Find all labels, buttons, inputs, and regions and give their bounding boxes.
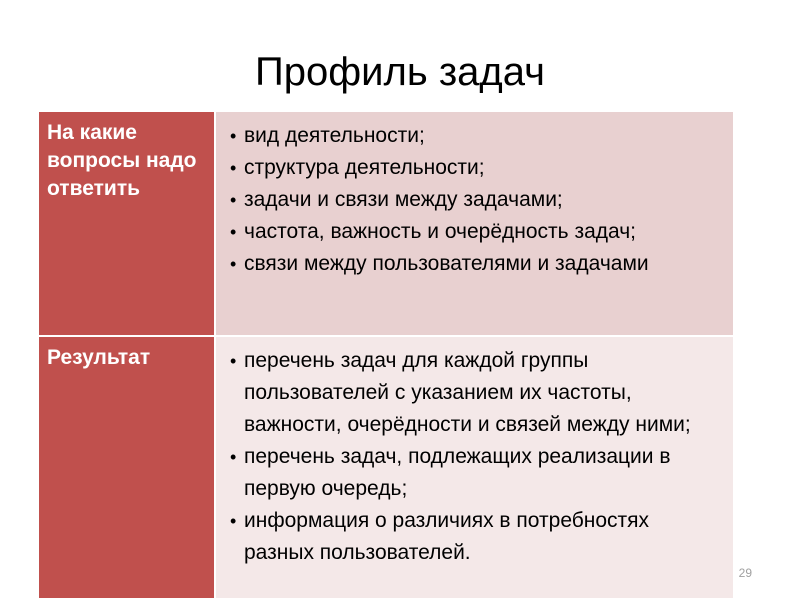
page-number: 29 bbox=[738, 566, 752, 580]
task-profile-table bbox=[39, 112, 733, 598]
bullet-list bbox=[230, 120, 723, 280]
table-row bbox=[39, 336, 733, 598]
bullet-icon: • bbox=[230, 158, 237, 178]
table-row bbox=[39, 112, 733, 336]
slide-title: Профиль задач bbox=[255, 50, 545, 94]
list-item: • задачи и связи между задачами; bbox=[230, 184, 723, 216]
bullet-icon: • bbox=[230, 447, 237, 467]
bullet-icon: • bbox=[230, 190, 237, 210]
list-item: • перечень задач, подлежащих реализации в первую очередь; bbox=[230, 441, 723, 505]
list-item: • перечень задач для каждой группы пользователей с указанием их частоты, важности, очерёдности и связей между ними; bbox=[230, 345, 723, 441]
bullet-list bbox=[230, 345, 723, 569]
list-item: • информация о различиях в потребностях разных пользователей. bbox=[230, 505, 723, 569]
bullet-icon: • bbox=[230, 126, 237, 146]
row-header-result: Результат bbox=[39, 336, 215, 598]
row-body-result bbox=[215, 336, 733, 598]
list-item: • структура деятельности; bbox=[230, 152, 723, 184]
bullet-icon: • bbox=[230, 351, 237, 371]
bullet-icon: • bbox=[230, 222, 237, 242]
list-item: • частота, важность и очерёдность задач; bbox=[230, 216, 723, 248]
list-item: • вид деятельности; bbox=[230, 120, 723, 152]
bullet-icon: • bbox=[230, 511, 237, 531]
list-item: • связи между пользователями и задачами bbox=[230, 248, 723, 280]
row-body-questions bbox=[215, 112, 733, 336]
bullet-icon: • bbox=[230, 254, 237, 274]
row-header-questions: На какие вопросы надо ответить bbox=[39, 112, 215, 336]
